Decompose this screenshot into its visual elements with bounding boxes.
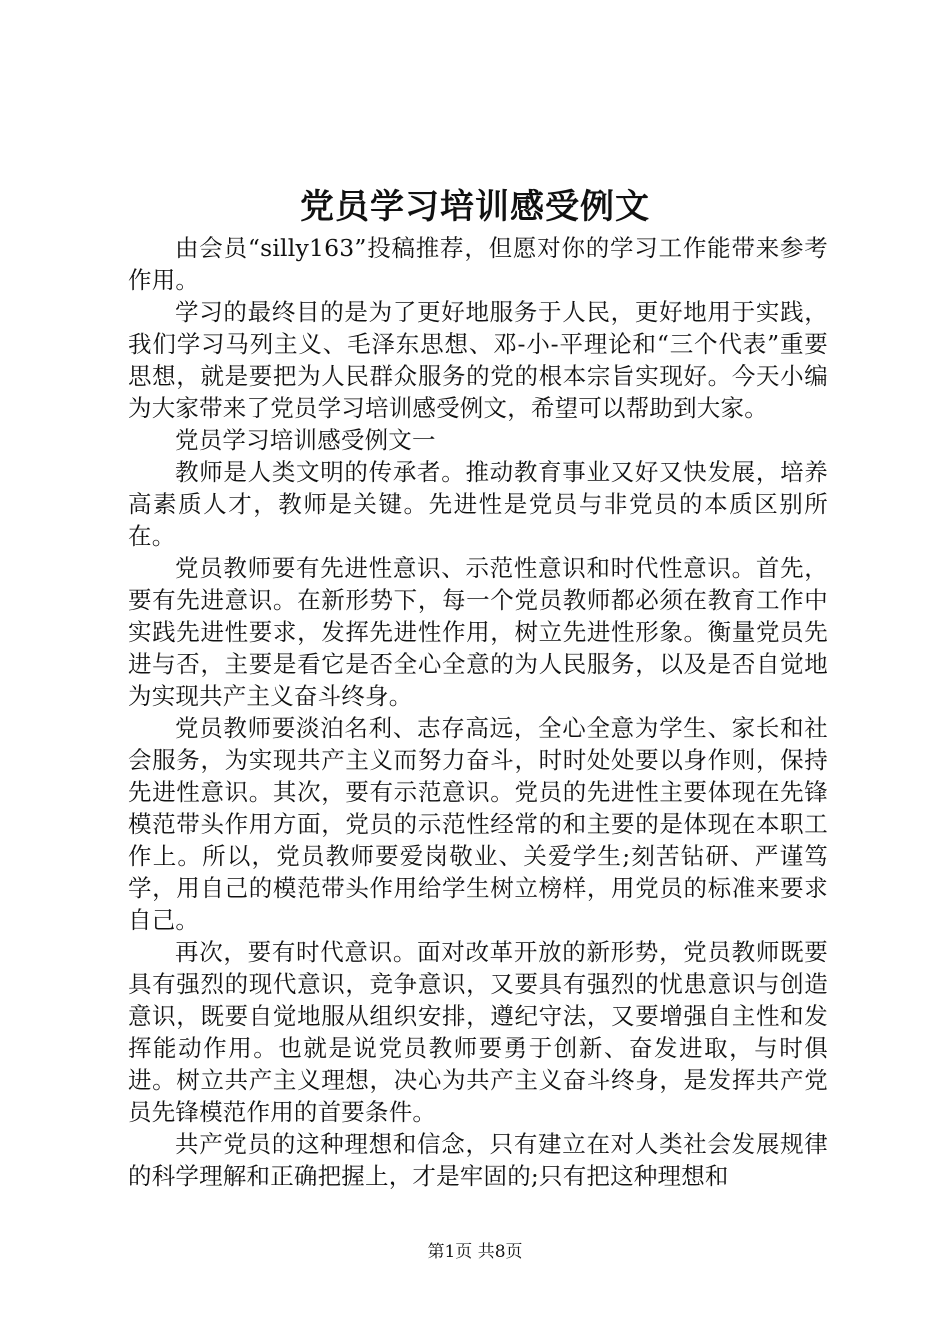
document-title: 党员学习培训感受例文 xyxy=(300,187,650,227)
page-footer: 第1页 共8页 xyxy=(427,1242,523,1262)
document-body xyxy=(128,232,828,1192)
section-heading: 党员学习培训感受例文一 xyxy=(175,426,436,454)
paragraph: 再次，要有时代意识。面对改革开放的新形势，党员教师既要具有强烈的现代意识，竞争意识，又要具有强烈的忧患意识与创造意识，既要自觉地服从组织安排，遵纪守法，又要增强自主性和发挥能动作用。也就是说党员教师要勇于创新、奋发进取，与时俱进。树立共产主义理想，决心为共产主义奋斗终身，是发挥共产党员先锋模范作用的首要条件。 xyxy=(128,938,828,1126)
paragraph: 共产党员的这种理想和信念，只有建立在对人类社会发展规律的科学理解和正确把握上，才是牢固的;只有把这种理想和 xyxy=(128,1130,828,1190)
paragraph: 党员教师要淡泊名利、志存高远，全心全意为学生、家长和社会服务，为实现共产主义而努力奋斗，时时处处要以身作则，保持先进性意识。其次，要有示范意识。党员的先进性主要体现在先锋模范带头作用方面，党员的示范性经常的和主要的是体现在本职工作上。所以，党员教师要爱岗敬业、关爱学生;刻苦钻研、严谨笃学，用自己的模范带头作用给学生树立榜样，用党员的标准来要求自己。 xyxy=(128,714,828,934)
paragraph: 由会员“silly163”投稿推荐，但愿对你的学习工作能带来参考作用。 xyxy=(128,234,828,294)
paragraph: 党员教师要有先进性意识、示范性意识和时代性意识。首先，要有先进意识。在新形势下，每一个党员教师都必须在教育工作中实践先进性要求，发挥先进性作用，树立先进性形象。衡量党员先进与否，主要是看它是否全心全意的为人民服务，以及是否自觉地为实现共产主义奋斗终身。 xyxy=(128,554,828,710)
paragraph: 学习的最终目的是为了更好地服务于人民，更好地用于实践，我们学习马列主义、毛泽东思想、邓-小-平理论和“三个代表”重要思想，就是要把为人民群众服务的党的根本宗旨实现好。今天小编为大家带来了党员学习培训感受例文，希望可以帮助到大家。 xyxy=(128,298,828,422)
paragraph: 教师是人类文明的传承者。推动教育事业又好又快发展，培养高素质人才，教师是关键。先进性是党员与非党员的本质区别所在。 xyxy=(128,458,828,550)
